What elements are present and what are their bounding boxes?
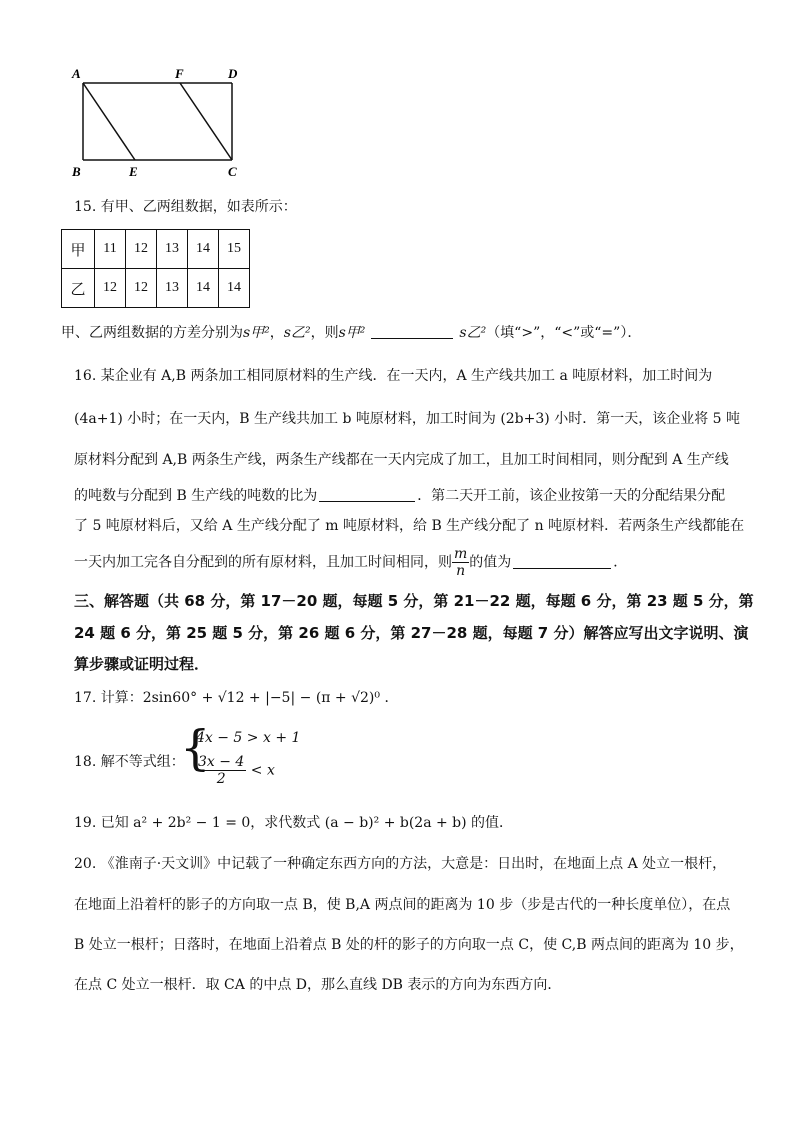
answer-blank-16b[interactable]: [513, 554, 611, 569]
inequality-2-rest: < x: [250, 762, 275, 779]
q16-line-6c: ．: [613, 554, 628, 571]
q16-line-6b: 的值为: [469, 554, 512, 571]
s-jia-symbol-2: s甲²: [338, 325, 366, 341]
q16-line-4b: ．第二天开工前，该企业按第一天的分配结果分配: [417, 488, 726, 504]
q18-label: 18. 解不等式组：: [74, 754, 185, 770]
s-yi-symbol-2: s乙²: [459, 325, 487, 341]
label-b: B: [72, 164, 81, 179]
q15-variance-text: 甲、乙两组数据的方差分别为: [61, 325, 243, 341]
fraction-m-over-n: [452, 546, 469, 579]
q15-variance-line: [61, 323, 641, 343]
row-head-jia: 甲: [62, 230, 95, 269]
label-f: F: [175, 66, 184, 81]
q16-line-6: [74, 546, 627, 579]
answer-blank-16a[interactable]: [319, 487, 415, 502]
table-cell: 13: [157, 230, 188, 269]
q20-line-3: B 处立一根杆；日落时，在地面上沿着点 B 处的杆的影子的方向取一点 C，使 C,B 两点间的距离为 10 步，: [74, 937, 744, 953]
q16-line-6a: 一天内加工完各自分配到的所有原材料，且加工时间相同，则: [74, 554, 452, 571]
q20-line-2: 在地面上沿着杆的影子的方向取一点 B，使 B,A 两点间的距离为 10 步（步是古代的一种长度单位），在点: [74, 897, 731, 913]
segment-fc: [180, 83, 232, 160]
section-3-heading-2: 24 题 6 分，第 25 题 5 分，第 26 题 6 分，第 27－28 题，每题 7 分）解答应写出文字说明、演: [74, 624, 749, 642]
inequality-2: [196, 754, 275, 787]
fraction-numerator: 3x − 4: [198, 754, 245, 770]
q16-line-5: 了 5 吨原材料后，又给 A 生产线分配了 m 吨原材料，给 B 生产线分配了 n 吨原材料．若两条生产线都能在: [74, 518, 745, 534]
table-cell: 14: [188, 230, 219, 269]
q16-line-2: (4a+1) 小时；在一天内，B 生产线共加工 b 吨原材料，加工时间为 (2b+3) 小时．第一天，该企业将 5 吨: [74, 411, 741, 427]
q17-text: 17. 计算：2sin60° + √12 + |−5| − (π + √2)⁰ ．: [74, 690, 399, 706]
table-cell: 14: [188, 269, 219, 308]
table-cell: 12: [126, 230, 157, 269]
inequality-1: 4x − 5 > x + 1: [196, 730, 301, 746]
q19-text: 19. 已知 a² + 2b² − 1 = 0，求代数式 (a − b)² + b(2a + b) 的值．: [74, 815, 514, 831]
q16-line-1: 16. 某企业有 A,B 两条加工相同原材料的生产线．在一天内，A 生产线共加工 a 吨原材料，加工时间为: [74, 368, 713, 384]
parallelogram-figure: [68, 64, 248, 182]
fraction-denominator: n: [456, 563, 466, 579]
table-cell: 11: [95, 230, 126, 269]
table-row-jia: [62, 230, 250, 269]
label-d: D: [228, 66, 238, 81]
segment-ae: [83, 83, 135, 160]
then-text: ，则: [310, 325, 339, 341]
fill-hint: （填“>”，“<”或“=”）．: [486, 325, 642, 341]
q15-intro: 15. 有甲、乙两组数据，如表所示：: [74, 199, 297, 215]
q20-line-4: 在点 C 处立一根杆．取 CA 的中点 D，那么直线 DB 表示的方向为东西方向．: [74, 977, 562, 993]
table-cell: 12: [95, 269, 126, 308]
table-cell: 14: [219, 269, 250, 308]
table-cell: 13: [157, 269, 188, 308]
table-cell: 15: [219, 230, 250, 269]
s-yi-symbol: s乙²: [283, 325, 311, 341]
q20-line-1: 20. 《淮南子·天文训》中记载了一种确定东西方向的方法，大意是：日出时，在地面上点 A 处立一根杆，: [74, 856, 727, 872]
s-jia-symbol: s甲²: [243, 325, 270, 341]
answer-blank-15[interactable]: [371, 324, 453, 339]
q16-line-4: [74, 486, 725, 506]
section-3-heading-1: 三、解答题（共 68 分，第 17－20 题，每题 5 分，第 21－22 题，每题 6 分，第 23 题 5 分，第: [74, 592, 754, 610]
table-row-yi: [62, 269, 250, 308]
label-e: E: [129, 164, 138, 179]
table-cell: 12: [126, 269, 157, 308]
label-a: A: [72, 66, 81, 81]
q16-line-3: 原材料分配到 A,B 两条生产线，两条生产线都在一天内完成了加工，且加工时间相同，则分配到 A 生产线: [74, 452, 729, 468]
system-brace: {: [180, 720, 211, 776]
comma: ，: [269, 325, 284, 341]
q15-data-table: [61, 229, 250, 308]
q16-line-4a: 的吨数与分配到 B 生产线的吨数的比为: [74, 488, 318, 504]
fraction-3x-4-over-2: [196, 754, 246, 787]
fraction-denominator: 2: [216, 771, 226, 787]
fraction-numerator: m: [454, 546, 468, 562]
section-3-heading-3: 算步骤或证明过程．: [74, 655, 210, 673]
row-head-yi: 乙: [62, 269, 95, 308]
label-c: C: [228, 164, 237, 179]
